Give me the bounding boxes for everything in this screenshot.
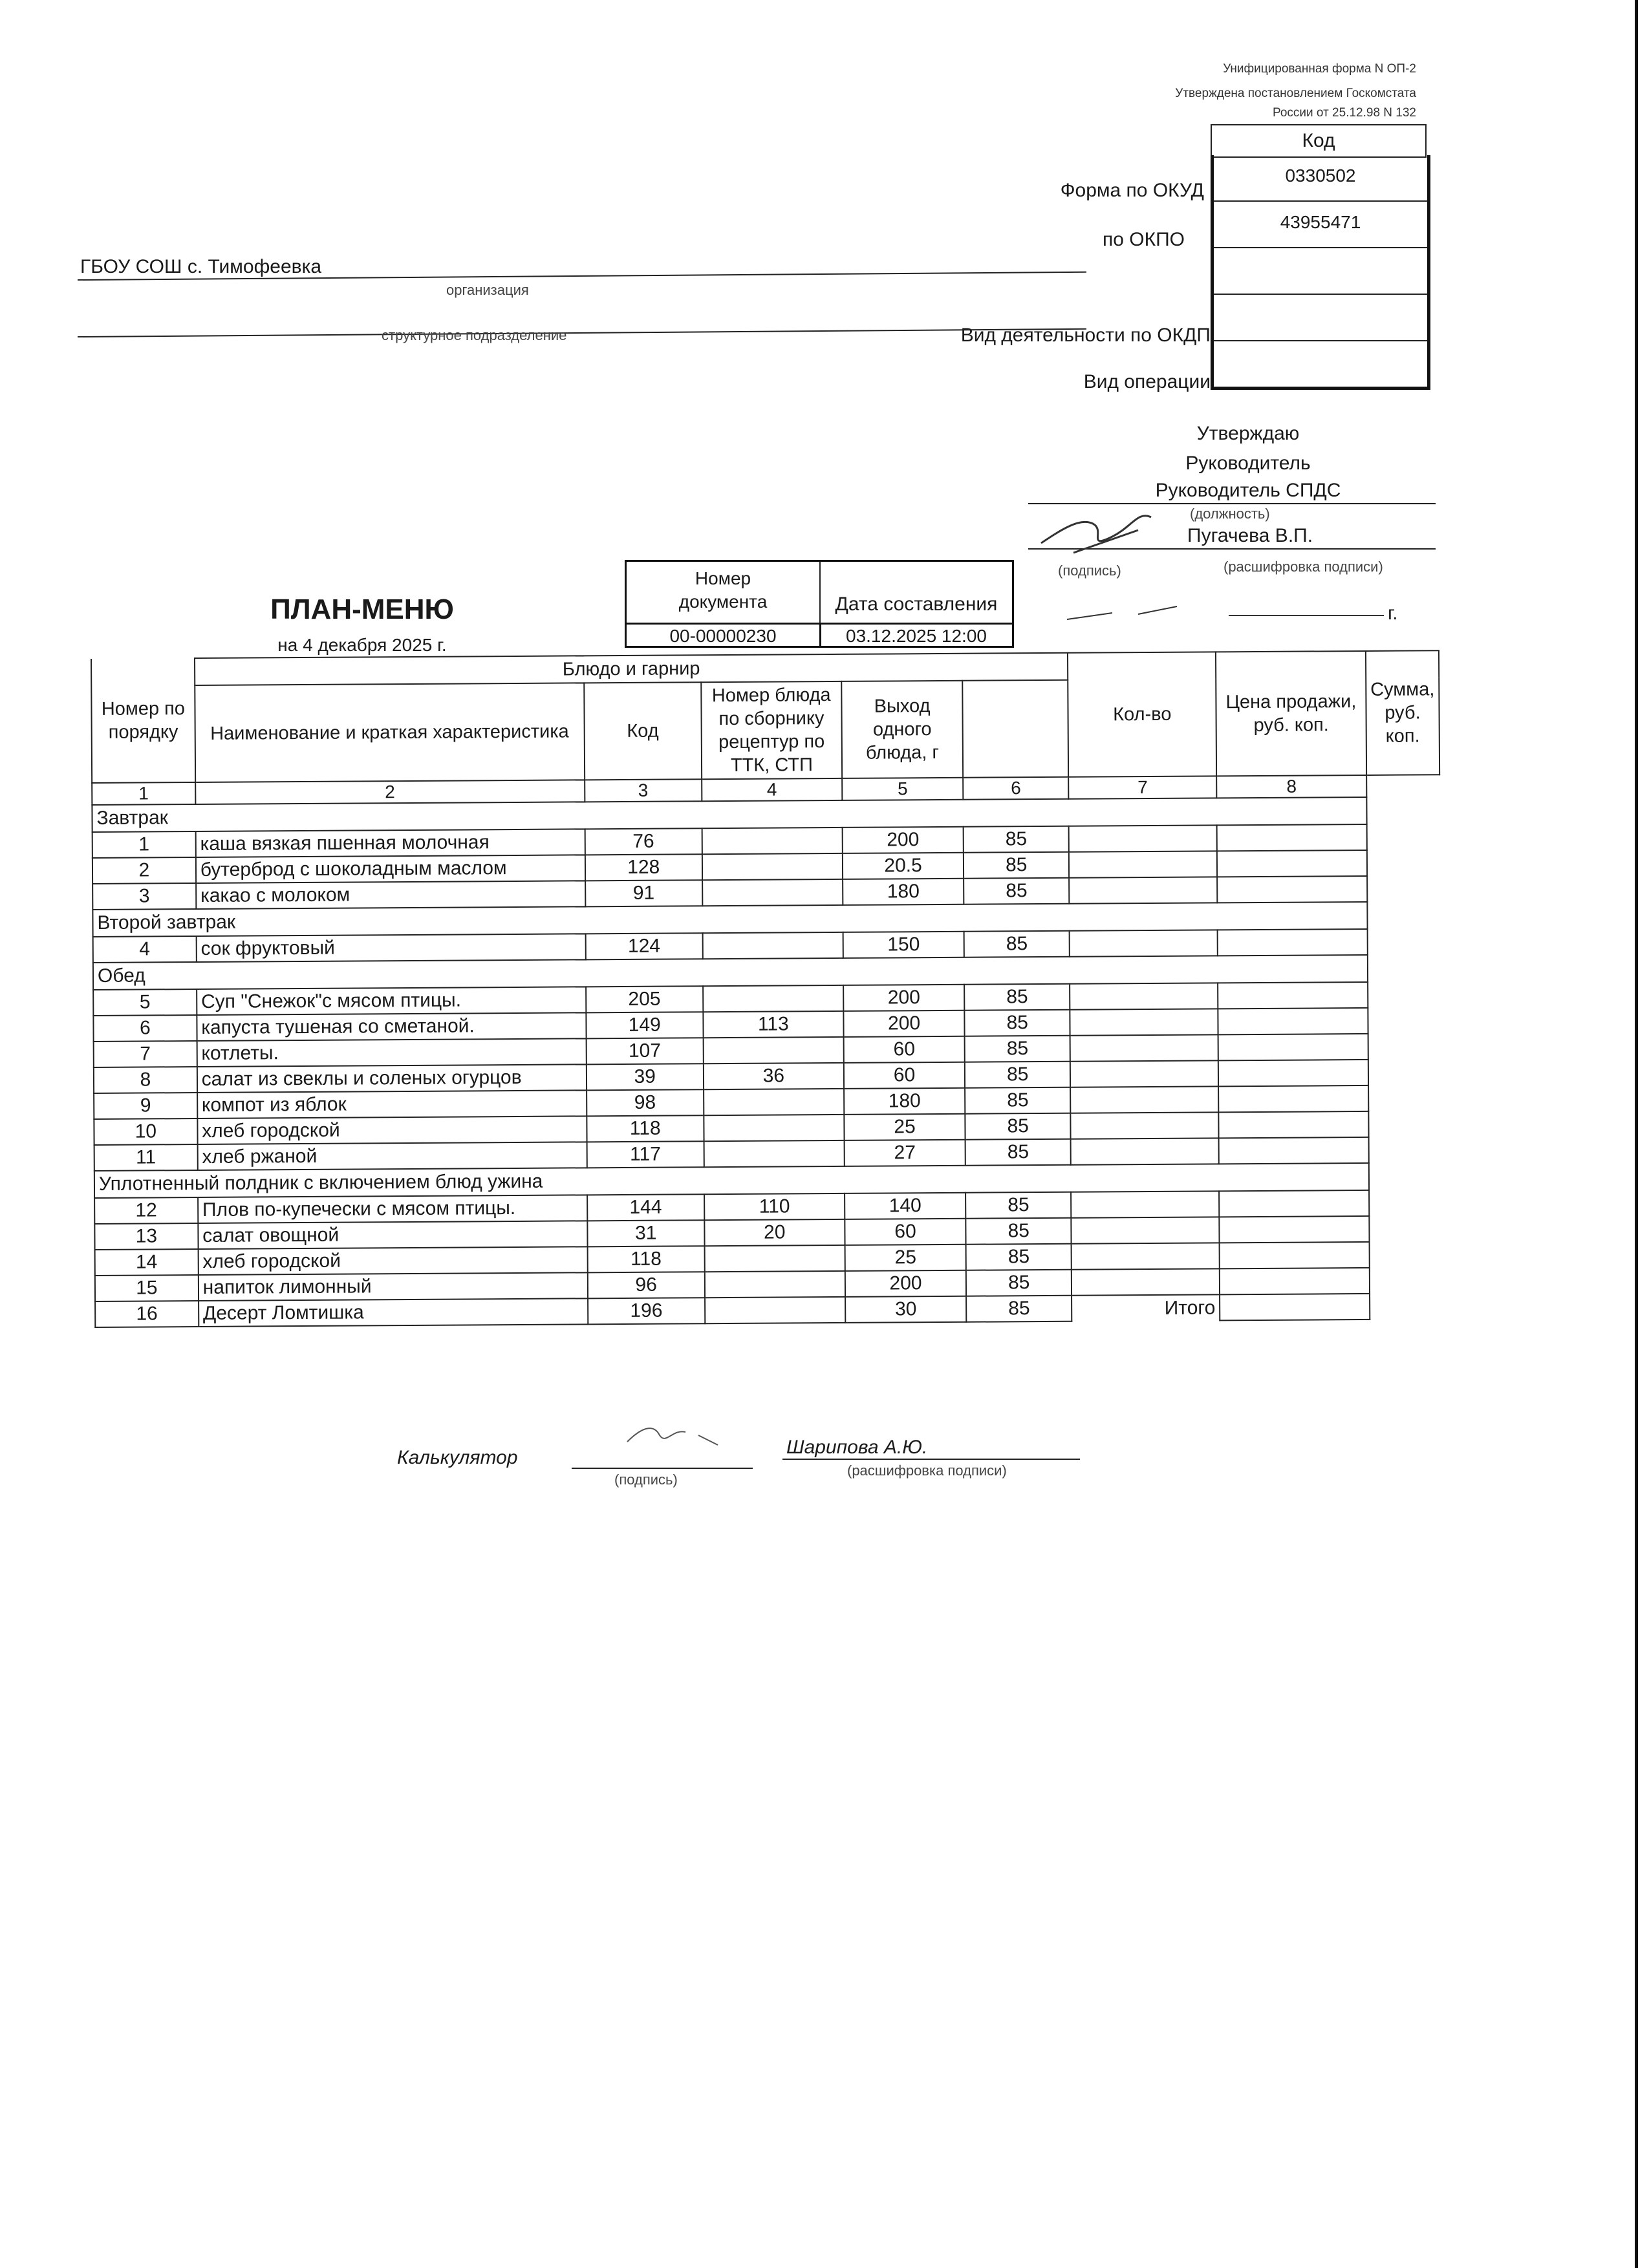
dish-qty: 85: [965, 1139, 1071, 1166]
section-title-afternoon-snack: Уплотненный полдник с включением блюд ужина: [94, 1163, 1369, 1198]
dish-code: 118: [587, 1246, 704, 1272]
section-title-second-breakfast: Второй завтрак: [92, 902, 1367, 937]
col-header-row-number: Номер по порядку: [91, 658, 195, 783]
dish-code: 91: [585, 880, 702, 906]
dish-sum: [1217, 824, 1367, 851]
dish-code: 128: [585, 854, 702, 881]
dish-qty: 85: [966, 1218, 1072, 1245]
row-number: 9: [94, 1093, 197, 1119]
dish-code: 76: [585, 828, 702, 855]
dish-sum: [1218, 1086, 1368, 1112]
organization-caption: организация: [446, 282, 529, 298]
dish-yield: 200: [845, 1270, 966, 1297]
code-header: Код: [1211, 124, 1427, 158]
document-date-line: на 4 декабря 2025 г.: [277, 635, 447, 655]
dish-code: 124: [585, 933, 702, 959]
dish-code: 31: [587, 1220, 704, 1246]
dish-price: [1072, 1217, 1220, 1243]
head-label: Руководитель: [1185, 453, 1311, 474]
dish-yield: 60: [844, 1036, 965, 1063]
row-number: 7: [94, 1041, 197, 1067]
dish-sum: [1218, 1034, 1368, 1060]
dish-name: какао с молоком: [196, 881, 585, 909]
dish-yield: 30: [845, 1296, 966, 1323]
dish-price: [1070, 1009, 1218, 1035]
dish-qty: 85: [965, 1113, 1071, 1140]
operation-value: [1214, 340, 1427, 387]
footer-name-line: [782, 1459, 1080, 1460]
row-number: 14: [95, 1249, 199, 1276]
dish-qty: 85: [966, 1244, 1072, 1270]
col-header-recipe: Номер блюда по сборнику рецептур по ТТК, СТП: [701, 681, 842, 779]
dish-name: хлеб городской: [198, 1246, 587, 1275]
dish-recipe: [702, 853, 843, 880]
dish-yield: 180: [844, 1088, 965, 1115]
row-number: 12: [94, 1197, 198, 1224]
dish-price: [1070, 1086, 1218, 1113]
column-number: 6: [963, 777, 1068, 800]
dish-recipe: [702, 828, 842, 854]
dish-recipe: [704, 1115, 844, 1141]
column-number: 2: [195, 780, 585, 804]
dish-sum: [1218, 1111, 1368, 1138]
approver-name-caption: (расшифровка подписи): [1223, 559, 1383, 575]
dish-recipe: [705, 1271, 845, 1298]
footer-name: Шарипова А.Ю.: [786, 1437, 928, 1458]
dish-name: сок фруктовый: [196, 934, 585, 962]
dish-name: напиток лимонный: [199, 1272, 588, 1301]
row-number: 13: [94, 1223, 198, 1250]
dish-sum: [1219, 1216, 1369, 1243]
row-number: 3: [92, 883, 196, 910]
dish-recipe: [703, 1037, 843, 1064]
dish-qty: 85: [965, 1062, 1070, 1088]
row-number: 10: [94, 1118, 197, 1145]
empty-code-cell: [1214, 247, 1427, 294]
dish-yield: 25: [845, 1245, 966, 1271]
dish-name: Плов по-купечески с мясом птицы.: [198, 1195, 587, 1223]
dish-code: 118: [587, 1115, 704, 1142]
dish-sum: [1218, 1008, 1368, 1034]
dish-sum: [1219, 1190, 1369, 1217]
dish-qty: 85: [964, 852, 1069, 879]
dish-price: [1070, 983, 1218, 1009]
dish-sum: [1218, 982, 1368, 1009]
calculator-signature: [621, 1416, 737, 1455]
dish-recipe: [702, 932, 843, 959]
dish-code: 144: [587, 1194, 704, 1221]
section-title-breakfast: Завтрак: [92, 797, 1366, 832]
dish-code: 96: [588, 1272, 705, 1298]
row-number: 1: [92, 831, 196, 858]
col-header-price: Цена продажи, руб. коп.: [1216, 651, 1366, 776]
document-number-box: [625, 560, 1014, 648]
dish-name: салат из свеклы и соленых огурцов: [197, 1064, 587, 1093]
organization-name: ГБОУ СОШ с. Тимофеевка: [80, 256, 322, 277]
column-number: 4: [702, 778, 842, 801]
dish-code: 205: [586, 986, 703, 1012]
approval-date-line: [1061, 594, 1397, 626]
footer-signature-line: [572, 1468, 753, 1469]
dish-code: 39: [587, 1064, 704, 1090]
dish-recipe: 20: [704, 1219, 845, 1246]
footer-role: Калькулятор: [397, 1447, 518, 1468]
dish-code: 98: [587, 1089, 704, 1116]
document-number-value: 00-00000230: [627, 625, 821, 648]
dish-sum: [1220, 1242, 1370, 1268]
dish-name: хлеб ржаной: [197, 1142, 587, 1170]
dish-recipe: 36: [704, 1063, 844, 1089]
dish-qty: 85: [964, 878, 1069, 904]
dish-yield: 180: [843, 879, 964, 905]
dish-price: [1072, 1243, 1220, 1269]
dish-yield: 20.5: [843, 853, 964, 879]
dish-yield: 27: [845, 1140, 965, 1166]
dish-name: каша вязкая пшенная молочная: [195, 829, 585, 857]
document-date-value: 03.12.2025 12:00: [846, 626, 987, 646]
dish-recipe: [703, 985, 843, 1012]
dish-price: [1071, 1112, 1219, 1139]
approver-name: Пугачева В.П.: [1187, 525, 1313, 546]
dish-sum: [1218, 1060, 1368, 1086]
col-header-sum: Сумма, руб. коп.: [1366, 650, 1439, 775]
total-sum: [1220, 1294, 1370, 1320]
dish-sum: [1217, 876, 1367, 903]
division-caption: структурное подразделение: [382, 327, 567, 343]
column-number: 3: [585, 779, 702, 802]
column-number: 1: [92, 782, 195, 805]
row-number: 15: [95, 1275, 199, 1301]
dish-price: [1070, 1034, 1218, 1061]
footer-signature-caption: (подпись): [614, 1471, 678, 1488]
okdp-value: [1214, 294, 1427, 340]
approver-signature-caption: (подпись): [1058, 562, 1121, 579]
dish-yield: 25: [844, 1114, 965, 1140]
document-number-label: Номер документа: [678, 568, 768, 612]
dish-sum: [1220, 1268, 1370, 1294]
dish-qty: 85: [966, 1296, 1072, 1322]
dish-code: 107: [586, 1038, 703, 1064]
dish-code: 196: [588, 1298, 705, 1324]
okpo-label: по ОКПО: [1103, 229, 1185, 250]
column-number: 8: [1216, 775, 1366, 798]
dish-yield: 140: [845, 1193, 965, 1219]
row-number: 4: [93, 936, 197, 963]
code-box: [1211, 155, 1430, 390]
dish-yield: 60: [844, 1062, 965, 1089]
position-caption: (должность): [1190, 506, 1270, 522]
col-header-qty: Кол-во: [1068, 652, 1216, 776]
form-header-line3: России от 25.12.98 N 132: [1273, 106, 1416, 120]
operation-label: Вид операции: [1083, 371, 1211, 392]
dish-recipe: 113: [703, 1011, 843, 1038]
column-number: 7: [1068, 776, 1216, 798]
dish-yield: 150: [843, 932, 964, 958]
approver-signature: [1035, 491, 1177, 562]
form-header-line2: Утверждена постановлением Госкомстата: [1175, 87, 1416, 100]
dish-price: [1070, 1060, 1218, 1087]
dish-name: салат овощной: [198, 1221, 587, 1249]
row-number: 2: [92, 857, 196, 884]
dish-qty: 85: [965, 1036, 1070, 1062]
approval-year-suffix: г.: [1388, 603, 1398, 624]
dish-name: котлеты.: [197, 1038, 586, 1067]
dish-yield: 200: [843, 985, 964, 1011]
dish-qty: 85: [964, 984, 1070, 1011]
dish-price: [1069, 825, 1217, 851]
menu-table: [91, 650, 1443, 1328]
document-title: ПЛАН-МЕНЮ: [270, 594, 454, 625]
dish-qty: 85: [965, 1010, 1070, 1036]
dish-name: компот из яблок: [197, 1090, 587, 1118]
dish-price: [1071, 1191, 1219, 1217]
col-header-dish-group: Блюдо и гарнир: [195, 653, 1068, 685]
dish-recipe: [702, 879, 843, 906]
dish-price: [1070, 930, 1218, 956]
section-title-lunch: Обед: [93, 955, 1368, 990]
dish-code: 149: [586, 1012, 703, 1038]
okud-value: 0330502: [1285, 166, 1356, 186]
column-number: 5: [842, 778, 963, 800]
col-header-name: Наименование и краткая характеристика: [195, 683, 585, 782]
total-label: Итого: [1164, 1296, 1216, 1319]
dish-recipe: [705, 1297, 845, 1323]
dish-code: 117: [587, 1141, 704, 1168]
dish-name: Десерт Ломтишка: [199, 1298, 588, 1327]
approver-position: Руководитель СПДС: [1155, 480, 1341, 501]
footer-name-caption: (расшифровка подписи): [847, 1462, 1007, 1479]
dish-qty: 85: [964, 826, 1069, 853]
row-number: 5: [93, 989, 197, 1016]
dish-recipe: [704, 1245, 845, 1272]
approve-label: Утверждаю: [1196, 423, 1300, 444]
row-number: 6: [93, 1015, 197, 1042]
dish-yield: 200: [843, 1011, 964, 1037]
row-number: 16: [95, 1301, 199, 1327]
dish-sum: [1219, 1137, 1369, 1164]
dish-qty: 85: [965, 1087, 1070, 1114]
dish-qty: 85: [966, 1270, 1072, 1296]
dish-name: капуста тушеная со сметаной.: [197, 1012, 586, 1041]
dish-price: [1071, 1138, 1219, 1164]
dish-recipe: 110: [704, 1193, 845, 1220]
dish-qty: 85: [964, 931, 1070, 957]
scan-edge: [1635, 0, 1638, 2268]
dish-recipe: [704, 1140, 844, 1167]
row-number: 11: [94, 1144, 198, 1171]
menu-table-body: [92, 797, 1443, 1327]
col-header-yield: Выход одного блюда, г: [841, 681, 963, 778]
form-header-line1: Унифицированная форма N ОП-2: [1223, 62, 1416, 76]
okpo-value: 43955471: [1214, 200, 1427, 247]
dish-name: хлеб городской: [197, 1116, 587, 1144]
okdp-label: Вид деятельности по ОКДП: [960, 325, 1211, 346]
dish-recipe: [704, 1089, 844, 1115]
dish-price: [1072, 1268, 1220, 1295]
dish-name: Суп "Снежок"с мясом птицы.: [197, 987, 586, 1015]
dish-sum: [1217, 850, 1367, 877]
dish-qty: 85: [965, 1192, 1071, 1219]
okud-label: Форма по ОКУД: [1060, 180, 1204, 201]
dish-yield: 60: [845, 1219, 965, 1245]
dish-price: [1069, 851, 1217, 877]
document-date-label: Дата составления: [835, 594, 998, 615]
dish-price: [1069, 877, 1217, 903]
dish-name: бутерброд с шоколадным маслом: [196, 855, 585, 883]
dish-yield: 200: [843, 827, 964, 853]
col-header-code: Код: [584, 682, 702, 780]
row-number: 8: [94, 1067, 197, 1093]
dish-sum: [1218, 929, 1368, 956]
